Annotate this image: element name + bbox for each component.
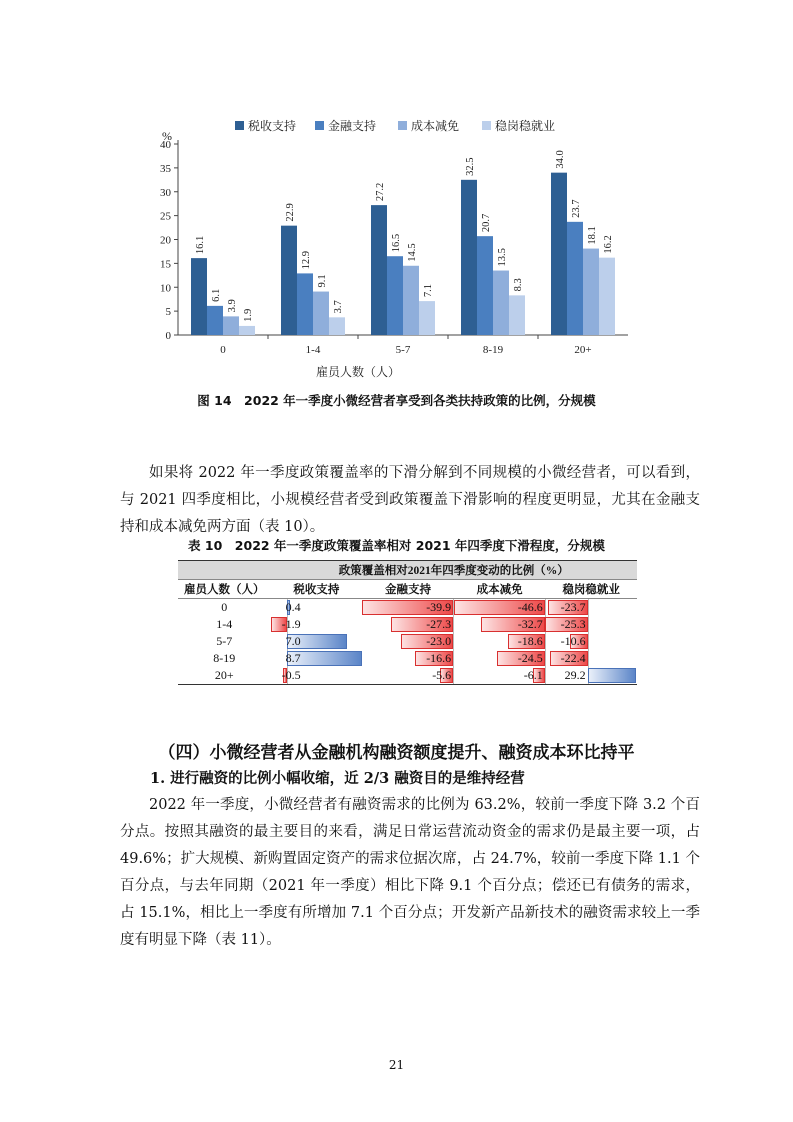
cell-value: 0.4 xyxy=(285,600,301,614)
table-cell xyxy=(454,667,546,685)
bar xyxy=(329,317,345,335)
bar-axis xyxy=(588,633,589,650)
x-tick-label: 0 xyxy=(220,344,226,356)
bar xyxy=(419,301,435,335)
cell-value: -18.6 xyxy=(517,634,543,648)
table-caption: 表 10 2022 年一季度政策覆盖率相对 2021 年四季度下滑程度，分规模 xyxy=(188,538,605,553)
table-cell xyxy=(271,599,363,617)
cell-value: -39.9 xyxy=(426,600,452,614)
legend-label: 税收支持 xyxy=(248,119,297,133)
table-cell xyxy=(362,667,454,685)
table-cell xyxy=(271,633,363,650)
legend-label: 金融支持 xyxy=(328,119,377,133)
paragraph-policy-coverage xyxy=(120,460,700,541)
cell-value: -1.9 xyxy=(281,617,301,631)
table-cell xyxy=(362,633,454,650)
bar-value-label: 16.2 xyxy=(603,235,614,254)
table-row xyxy=(178,650,637,667)
table-cell xyxy=(362,599,454,617)
legend-swatch xyxy=(482,121,491,130)
table-cell xyxy=(454,616,546,633)
bar xyxy=(239,326,255,335)
cell-value: -46.6 xyxy=(517,600,543,614)
y-axis-unit: % xyxy=(162,129,172,143)
bar xyxy=(387,256,403,335)
bar-value-label: 12.9 xyxy=(301,251,312,270)
bar xyxy=(509,295,525,335)
row-label: 0 xyxy=(221,600,228,614)
cell-value: 8.7 xyxy=(285,651,301,665)
bar xyxy=(403,266,419,335)
y-tick-label: 30 xyxy=(160,186,171,199)
table-cell xyxy=(362,616,454,633)
x-axis-label: 雇员人数（人） xyxy=(315,365,401,379)
bar xyxy=(207,306,223,335)
bar-value-label: 8.3 xyxy=(513,278,524,292)
bar-value-label: 7.1 xyxy=(423,283,434,298)
cell-value: -16.6 xyxy=(426,651,452,665)
bar-axis xyxy=(588,650,589,667)
table-row xyxy=(178,599,637,617)
cell-value: -32.7 xyxy=(517,617,543,631)
x-tick-label: 8-19 xyxy=(482,344,504,356)
legend-swatch xyxy=(315,121,324,130)
table-cell xyxy=(271,667,363,685)
table-cell xyxy=(271,650,363,667)
y-tick-label: 0 xyxy=(165,330,171,342)
bar xyxy=(461,180,477,335)
table-row xyxy=(178,633,637,650)
bar-value-label: 16.5 xyxy=(391,233,402,253)
table-cell xyxy=(545,599,637,617)
bar-value-label: 1.9 xyxy=(243,308,254,322)
bar-value-label: 23.7 xyxy=(571,199,582,218)
coverage-change-table xyxy=(178,560,637,685)
section-heading: （四）小微经营者从金融机构融资额度提升、融资成本环比持平 xyxy=(158,743,635,763)
bar-value-label: 9.1 xyxy=(317,274,328,288)
cell-value: 29.2 xyxy=(564,668,586,682)
table-cell xyxy=(545,650,637,667)
y-tick-label: 40 xyxy=(160,139,171,151)
cell-value: -0.5 xyxy=(281,668,301,682)
legend-label: 成本减免 xyxy=(411,119,460,133)
table-col-header: 稳岗稳就业 xyxy=(545,580,637,599)
table-cell xyxy=(362,650,454,667)
cell-value: 7.0 xyxy=(285,634,301,648)
bar-value-label: 34.0 xyxy=(555,150,566,169)
bar-value-label: 27.2 xyxy=(375,182,386,202)
bar xyxy=(313,292,329,335)
cell-value: -6.1 xyxy=(523,668,543,682)
y-tick-label: 5 xyxy=(165,306,171,319)
cell-value: -27.3 xyxy=(426,617,452,631)
bar-value-label: 14.5 xyxy=(407,243,418,262)
page-number: 21 xyxy=(388,1058,405,1072)
table-cell xyxy=(454,599,546,617)
table-row xyxy=(178,616,637,633)
cell-value: -5.6 xyxy=(432,668,452,682)
bar xyxy=(297,273,313,335)
cell-value: -22.4 xyxy=(560,651,586,665)
table-cell xyxy=(545,616,637,633)
table-col-header: 金融支持 xyxy=(362,580,454,599)
bar-axis xyxy=(588,616,589,633)
bar xyxy=(599,258,615,335)
bar xyxy=(223,316,239,335)
cell-value: -25.3 xyxy=(560,617,586,631)
bar-axis xyxy=(588,599,589,616)
y-tick-label: 20 xyxy=(160,234,171,247)
bar xyxy=(281,226,297,335)
figure-caption: 图 14 2022 年一季度小微经营者享受到各类扶持政策的比例，分规模 xyxy=(197,393,596,408)
table-row-header: 雇员人数（人） xyxy=(178,580,271,599)
cell-value: -23.0 xyxy=(426,634,452,648)
cell-value: -10.6 xyxy=(560,634,586,648)
bar xyxy=(551,173,567,335)
paragraph-financing xyxy=(120,792,700,954)
legend-label: 稳岗稳就业 xyxy=(495,119,556,133)
cell-value: -23.7 xyxy=(560,600,586,614)
bar-value-label: 3.9 xyxy=(227,299,238,313)
bar xyxy=(567,222,583,335)
x-tick-label: 5-7 xyxy=(395,344,411,356)
table-cell xyxy=(545,633,637,650)
bar xyxy=(493,271,509,335)
table-cell xyxy=(454,650,546,667)
table-row xyxy=(178,667,637,685)
bar-value-label: 3.7 xyxy=(333,300,344,314)
x-tick-label: 1-4 xyxy=(305,344,321,356)
bar-value-label: 6.1 xyxy=(211,288,222,302)
y-tick-label: 35 xyxy=(160,162,171,175)
cell-value: -24.5 xyxy=(517,651,543,665)
y-tick-label: 25 xyxy=(160,210,171,223)
table-col-header: 成本减免 xyxy=(454,580,546,599)
table-cell xyxy=(545,667,637,685)
table-group-header: 政策覆盖相对2021年四季度变动的比例（%） xyxy=(271,561,637,580)
bar-value-label: 18.1 xyxy=(587,226,598,245)
legend-swatch xyxy=(398,121,407,130)
row-label: 5-7 xyxy=(216,634,233,648)
policy-support-bar-chart xyxy=(140,110,640,385)
data-bar xyxy=(588,668,637,683)
row-label: 8-19 xyxy=(213,651,236,665)
bar xyxy=(583,249,599,335)
bar-value-label: 22.9 xyxy=(285,203,296,222)
bar xyxy=(371,205,387,335)
y-tick-label: 15 xyxy=(160,258,171,271)
row-label: 1-4 xyxy=(216,617,233,631)
row-label: 20+ xyxy=(178,667,271,685)
bar-value-label: 13.5 xyxy=(497,248,508,267)
paragraph-text: 2022 年一季度，小微经营者有融资需求的比例为 63.2%，较前一季度下降 3.2 个百分点。按照其融资的最主要目的来看，满足日常运营流动资金的需求仍是最主要一项，占 49.6%；扩大规模、新购置固定资产的需求位据次席，占 24.7%，较前一季度下降 1.1 个百分点，与去年同期（2021 年一季度）相比下降 9.1 个百分点；偿还已有债务的需求，占 15.1%，相比上一季度有所增加 7.1 个百分点；开发新产品新技术的融资需求较上一季度有明显下降（表 11）。 xyxy=(120,797,700,948)
table-cell xyxy=(271,616,363,633)
x-tick-label: 20+ xyxy=(574,344,592,356)
table-col-header: 税收支持 xyxy=(271,580,363,599)
table-corner xyxy=(178,561,271,580)
y-tick-label: 10 xyxy=(160,282,171,295)
paragraph-text: 如果将 2022 年一季度政策覆盖率的下滑分解到不同规模的小微经营者，可以看到，与 2021 四季度相比，小规模经营者受到政策覆盖下滑影响的程度更明显，尤其在金融支持和成本减免两方面（表 10）。 xyxy=(120,465,700,535)
bar xyxy=(477,236,493,335)
table-cell xyxy=(454,633,546,650)
bar-value-label: 16.1 xyxy=(195,235,206,255)
bar-value-label: 20.7 xyxy=(481,213,492,233)
subheading: 1. 进行融资的比例小幅收缩，近 2/3 融资目的是维持经营 xyxy=(150,770,525,787)
bar-value-label: 32.5 xyxy=(465,157,476,176)
bar xyxy=(191,258,207,335)
legend-swatch xyxy=(235,121,244,130)
